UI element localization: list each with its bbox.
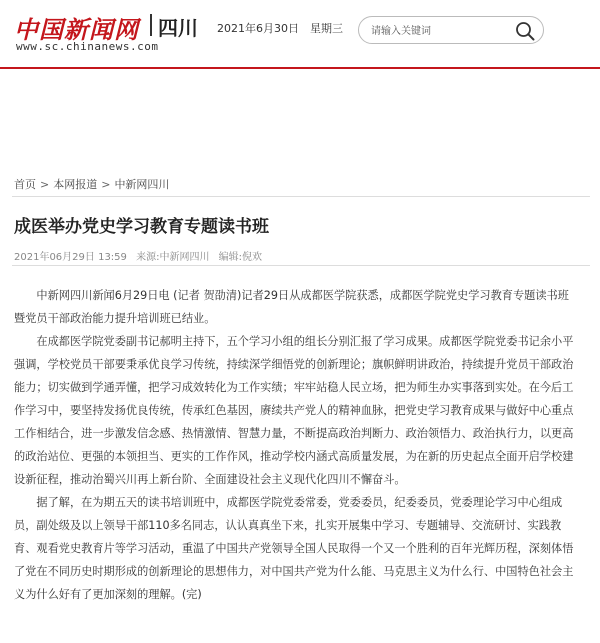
article-body <box>14 284 574 606</box>
logo-divider <box>150 14 152 36</box>
breadcrumb-separator: > <box>40 178 50 191</box>
search-box <box>358 16 544 44</box>
search-icon[interactable] <box>514 20 536 42</box>
article-meta <box>14 248 268 263</box>
breadcrumb-separator: > <box>101 178 111 191</box>
article-paragraph: 在成都医学院党委副书记郝明主持下，五个学习小组的组长分别汇报了学习成果。成都医学院党委书记余小平强调，学校党员干部要秉承优良学习传统，持续深学细悟党的创新理论；旗帜鲜明讲政治，持续提升党员干部政治能力；切实做到学通弄懂，把学习成效转化为工作实绩；牢牢站稳人民立场，把为师生办实事落到实处。在今后工作学习中，要坚持发扬优良传统，传承红色基因，赓续共产党人的精神血脉，把党史学习教育成果与做好中心重点工作相结合，进一步激发信念感、热情激情、智慧力量，不断提高政治判断力、政治领悟力、政治执行力，以更高的政治站位、更强的本领担当、更实的工作作风，推动学校内涵式高质量发展，为在新的历史起点全面开启学校建设新征程，推动治蜀兴川再上新台阶、全面建设社会主义现代化四川不懈奋斗。 <box>14 335 574 486</box>
current-date: 2021年6月30日 星期三 <box>217 22 343 35</box>
header-divider <box>0 67 600 69</box>
site-logo[interactable]: 中国新闻网 <box>14 15 139 44</box>
meta-divider <box>12 265 590 266</box>
article-datetime: 2021年06月29日 13:59 <box>14 252 127 263</box>
article-paragraph: 中新网四川新闻6月29日电 (记者 贺劭清)记者29日从成都医学院获悉，成都医学院党史学习教育专题读书班暨党员干部政治能力提升培训班已结业。 <box>14 289 569 325</box>
search-input[interactable] <box>371 23 501 39</box>
breadcrumb-divider <box>12 196 590 197</box>
breadcrumb <box>14 176 169 192</box>
breadcrumb-home[interactable]: 首页 <box>14 178 36 191</box>
site-header <box>0 0 600 68</box>
site-url: www.sc.chinanews.com <box>16 40 159 53</box>
article-source: 来源:中新网四川 <box>136 252 210 263</box>
breadcrumb-section[interactable]: 本网报道 <box>53 178 98 191</box>
article-paragraph: 据了解，在为期五天的读书培训班中，成都医学院党委常委，党委委员，纪委委员，党委理论学习中心组成员，副处级及以上领导干部110多名同志，认认真真坐下来，扎实开展集中学习、专题辅导、交流研讨、实践教育、观看党史教育片等学习活动，重温了中国共产党领导全国人民取得一个又一个胜利的百年光辉历程，深刻体悟了党在不同历史时期形成的创新理论的思想伟力，对中国共产党为什么能、马克思主义为什么行、中国特色社会主义为什么好有了更加深刻的理解。(完) <box>14 496 574 601</box>
region-label[interactable]: 四川 <box>158 16 198 40</box>
breadcrumb-channel[interactable]: 中新网四川 <box>114 178 170 191</box>
article-title: 成医举办党史学习教育专题读书班 <box>14 217 269 237</box>
article-editor: 编辑:倪欢 <box>218 252 263 263</box>
